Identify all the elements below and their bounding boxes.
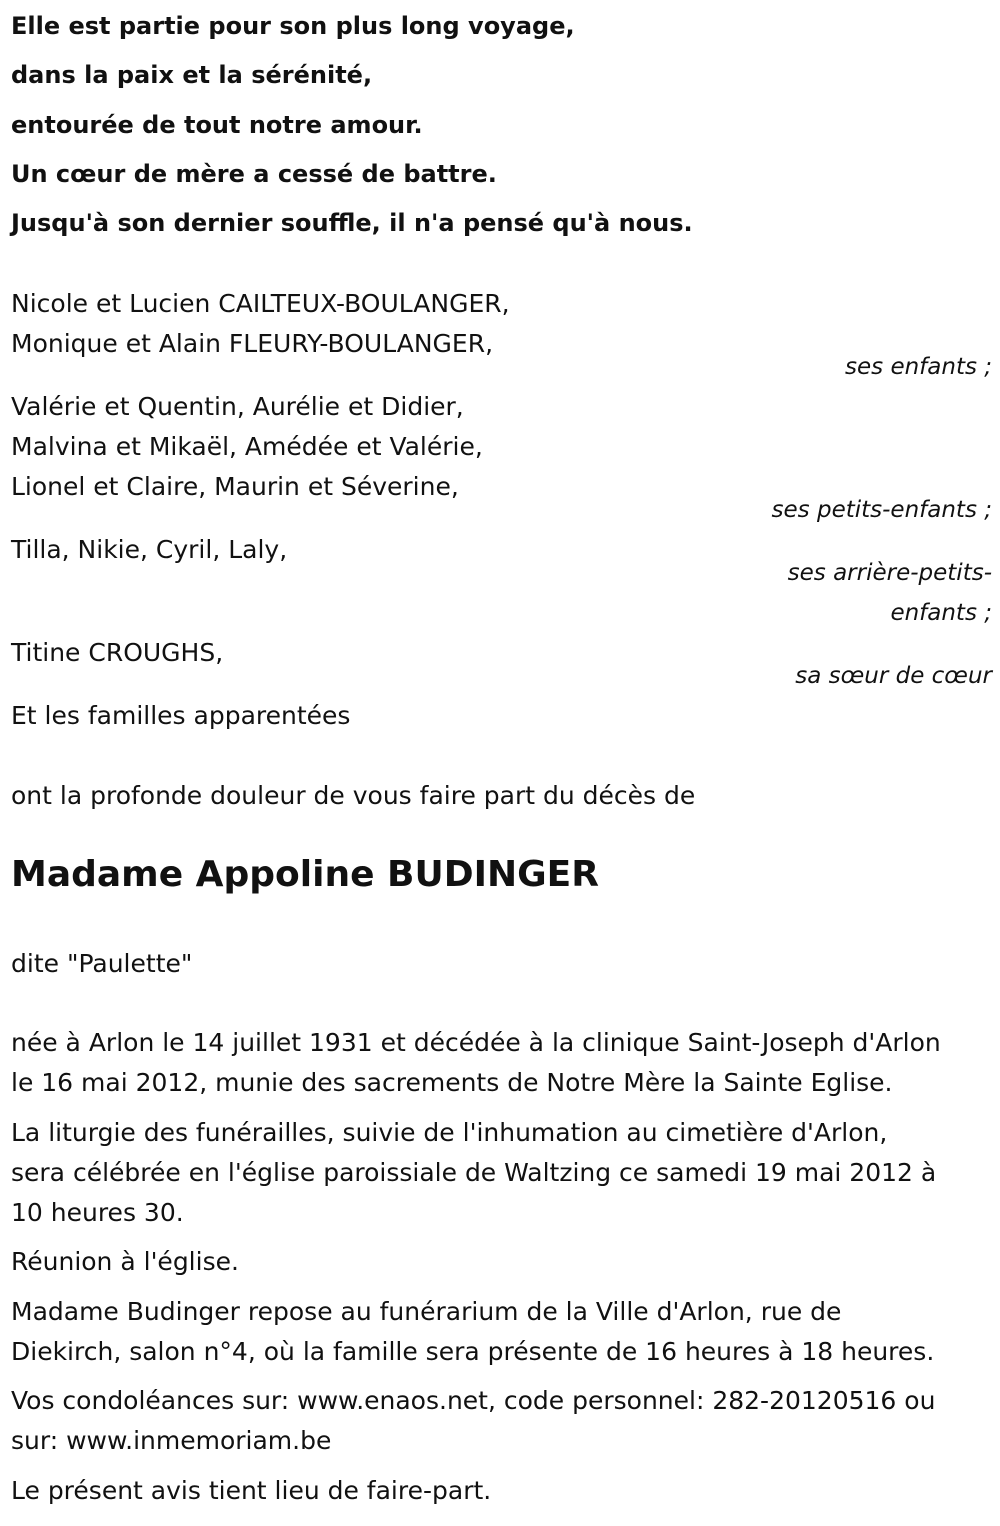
birth-death-line-1: née à Arlon le 14 juillet 1931 et décédée à la clinique Saint-Joseph d'Arlon <box>11 1028 941 1057</box>
great-grandchildren-role-line-1: ses arrière-petits- <box>787 560 992 586</box>
grandchildren-role: ses petits-enfants ; <box>771 497 992 523</box>
resting-line-2: Diekirch, salon n°4, où la famille sera présente de 16 heures à 18 heures. <box>11 1337 935 1366</box>
sister-name: Titine CROUGHS, <box>11 638 224 667</box>
condolences-line-2: sur: www.inmemoriam.be <box>11 1426 332 1455</box>
children-role: ses enfants ; <box>845 354 992 380</box>
notice-line: Le présent avis tient lieu de faire-part. <box>11 1476 492 1505</box>
poem-line-4: Un cœur de mère a cessé de battre. <box>11 160 497 188</box>
liturgy-line-3: 10 heures 30. <box>11 1198 184 1227</box>
liturgy-line-2: sera célébrée en l'église paroissiale de Waltzing ce samedi 19 mai 2012 à <box>11 1158 937 1187</box>
liturgy-line-1: La liturgie des funérailles, suivie de l'inhumation au cimetière d'Arlon, <box>11 1118 888 1147</box>
condolences-line-1: Vos condoléances sur: www.enaos.net, code personnel: 282-20120516 ou <box>11 1386 936 1415</box>
announcement-line: ont la profonde douleur de vous faire part du décès de <box>11 781 696 810</box>
poem-line-1: Elle est partie pour son plus long voyage, <box>11 12 575 40</box>
grandchildren-name-1: Valérie et Quentin, Aurélie et Didier, <box>11 392 464 421</box>
grandchildren-name-3: Lionel et Claire, Maurin et Séverine, <box>11 472 459 501</box>
meeting-line: Réunion à l'église. <box>11 1247 239 1276</box>
sister-role: sa sœur de cœur <box>795 663 992 689</box>
great-grandchildren-name-1: Tilla, Nikie, Cyril, Laly, <box>11 535 288 564</box>
resting-line-1: Madame Budinger repose au funérarium de la Ville d'Arlon, rue de <box>11 1297 842 1326</box>
poem-line-5: Jusqu'à son dernier souffle, il n'a pensé qu'à nous. <box>11 209 693 237</box>
nickname-line: dite "Paulette" <box>11 949 193 978</box>
obituary-notice <box>11 0 992 1526</box>
children-name-2: Monique et Alain FLEURY-BOULANGER, <box>11 329 494 358</box>
deceased-name: Madame Appoline BUDINGER <box>11 854 599 895</box>
grandchildren-name-2: Malvina et Mikaël, Amédée et Valérie, <box>11 432 483 461</box>
poem-line-2: dans la paix et la sérénité, <box>11 61 373 89</box>
great-grandchildren-role-line-2: enfants ; <box>890 600 992 626</box>
families-line: Et les familles apparentées <box>11 701 351 730</box>
children-name-1: Nicole et Lucien CAILTEUX-BOULANGER, <box>11 289 510 318</box>
birth-death-line-2: le 16 mai 2012, munie des sacrements de Notre Mère la Sainte Eglise. <box>11 1068 893 1097</box>
poem-line-3: entourée de tout notre amour. <box>11 111 423 139</box>
